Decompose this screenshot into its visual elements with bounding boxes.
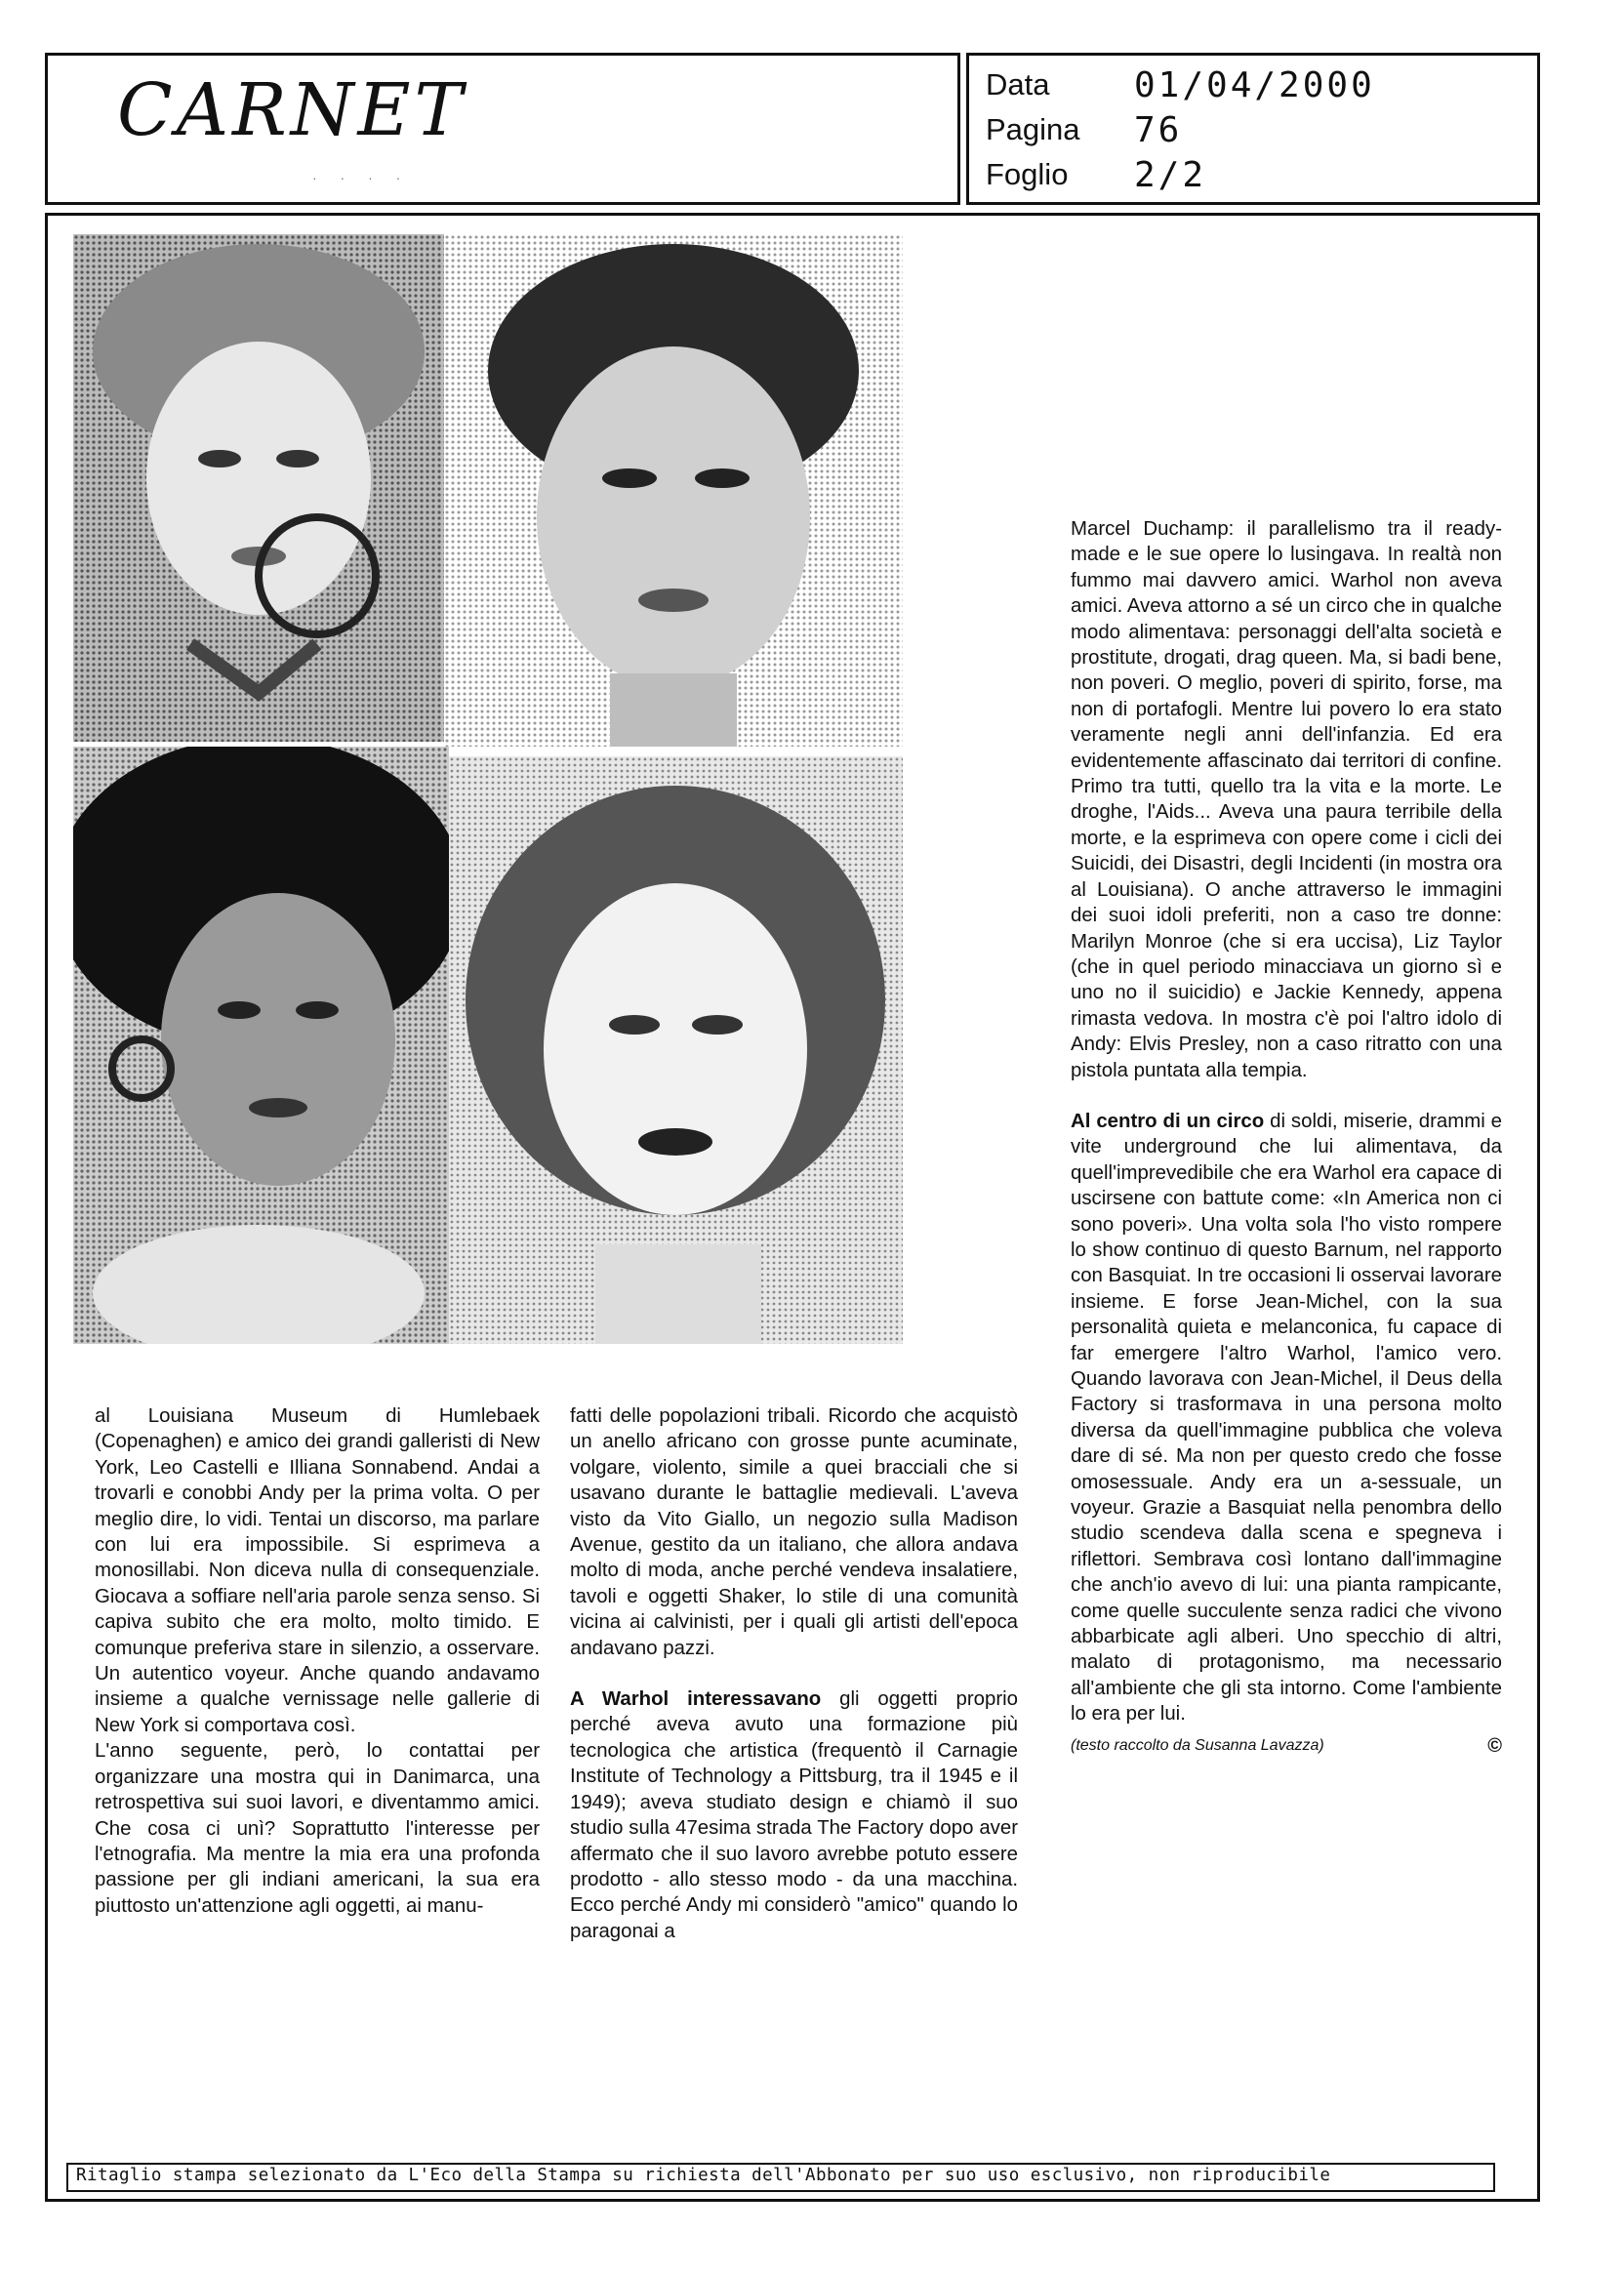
meta-label: Data: [986, 67, 1050, 102]
footer-notice: Ritaglio stampa selezionato da L'Eco della Stampa su richiesta dell'Abbonato per suo uso esclusivo, non riproducibile: [76, 2166, 1331, 2185]
meta-row-date: [986, 62, 1375, 107]
paragraph: L'anno seguente, però, lo contattai per organizzare una mostra qui in Danimarca, una retrospettiva sui suoi lavori, e diventammo amici. Che cosa ci unì? Soprattutto l'interesse per l'etnografia. Ma mentre la mia era una profonda passione per gli indiani americani, la sua era piuttosto un'attenzione agli oggetti, ai manu-: [95, 1740, 540, 1917]
meta-row-page: [986, 107, 1375, 152]
article-column-3: [1071, 516, 1502, 1759]
portrait-photo-2: [444, 234, 903, 747]
logo-dots: · · · ·: [312, 170, 411, 185]
meta-row-sheet: [986, 152, 1375, 197]
portrait-photo-3: [73, 747, 449, 1344]
meta-table: [986, 62, 1375, 197]
logo-text: CARNET: [117, 68, 467, 152]
meta-value: 2/2: [1134, 154, 1207, 195]
carnet-logo: [117, 68, 468, 185]
paragraph-body: di soldi, miserie, drammi e vite underground che lui alimentava, da quell'imprevedibile che era Warhol era capace di uscirsene con battute come: «In America non ci sono poveri». Una volta sola l'ho visto rompere lo show continuo di questo Barnum, nel rapporto con Basquiat. In tre occasioni li osservai lavorare insieme. E forse Jean-Michel, con la sua personalità quieta e melanconica, fu capace di far emergere l'altro Warhol, l'amico vero. Quando lavorava con Jean-Michel, il Deus della Factory si trasformava in una persona molto diversa da quell'immagine pubblica che voleva dare di sé. Ma non per questo credo che fosse omosessuale. Andy era un a-sessuale, un voyeur. Grazie a Basquiat nella penombra dello studio scendeva dalla scena e spegneva i riflettori. Sembrava così lontano dall'immagine che anch'io avevo di lui: una pianta rampicante, come quelle succulente senza radici che vivono abbarbicate agli alberi. Uno specchio di altri, malato di protagonismo, ma necessario all'ambiente che gli sta intorno. Come l'ambiente lo era per lui.: [1071, 1110, 1503, 1726]
meta-label: Pagina: [986, 112, 1080, 146]
lead-in: A Warhol interessavano: [570, 1688, 822, 1711]
portrait-photo-4: [449, 756, 903, 1344]
copyright-mark: ©: [1487, 1734, 1502, 1757]
paragraph: Marcel Duchamp: il parallelismo tra il ready-made e le sue opere lo lusingava. In realtà non fummo mai davvero amici. Warhol non aveva amici. Aveva attorno a sé un circo che in qualche modo alimentava: personaggi dell'alta società e prostitute, drogati, drag queen. Ma, si badi bene, non poveri. O meglio, poveri di spirito, forse, ma non di portafogli. Mentre lui povero lo era stato veramente negli anni dell'infanzia. Ed era evidentemente affascinato dai territori di confine. Primo tra tutti, quello tra la vita e la morte. Le droghe, l'Aids... Aveva una paura terribile della morte, e la esprimeva con opere come i cicli dei Suicidi, dei Disastri, degli Incidenti (in mostra ora al Louisiana). O anche attraverso le immagini dei suoi idoli preferiti, non a caso tre donne: Marilyn Monroe (che si era uccisa), Liz Taylor (che in quel periodo minacciava un giorno sì e uno no il suicidio) e Jackie Kennedy, appena rimasta vedova. In mostra c'è poi l'altro idolo di Andy: Elvis Presley, non a caso ritratto con una pistola puntata alla tempia.: [1071, 518, 1502, 1081]
portrait-photo-1: [73, 234, 444, 742]
credit-line: [1071, 1733, 1502, 1759]
meta-value: 76: [1134, 109, 1183, 150]
paragraph: [570, 1686, 1018, 1944]
clipping-footer: [66, 2163, 1495, 2192]
meta-value: 01/04/2000: [1134, 64, 1375, 105]
lead-in: Al centro di un circo: [1071, 1110, 1265, 1132]
meta-label: Foglio: [986, 157, 1069, 191]
article-column-1: [95, 1403, 540, 1919]
article-column-2: [570, 1403, 1018, 1944]
credit-text: (testo raccolto da Susanna Lavazza): [1071, 1736, 1324, 1754]
paragraph: fatti delle popolazioni tribali. Ricordo che acquistò un anello africano con grosse punte acuminate, volgare, violento, simile a quei bracciali che si usavano durante le battaglie medievali. L'aveva visto da Vito Giallo, un negozio sulla Madison Avenue, gestito da un italiano, che allora andava molto di moda, anche perché vendeva insalatiere, tavoli e oggetti Shaker, lo stile di una comunità vicina ai calvinisti, per i quali gli artisti dell'epoca andavano pazzi.: [570, 1405, 1018, 1659]
paragraph: al Louisiana Museum di Humlebaek (Copenaghen) e amico dei grandi galleristi di New York, Leo Castelli e Illiana Sonnabend. Andai a trovarli e conobbi Andy per la prima volta. O per meglio dire, lo vidi. Tentai un discorso, ma parlare con lui era impossibile. Si esprimeva a monosillabi. Non diceva nulla di consequenziale. Giocava a soffiare nell'aria parole senza senso. Si capiva subito che era molto, molto timido. E comunque preferiva stare in silenzio, a osservare. Un autentico voyeur. Anche quando andavamo insieme a qualche vernissage nelle gallerie di New York si comportava così.: [95, 1405, 540, 1736]
paragraph-body: gli oggetti proprio perché aveva avuto una formazione più tecnologica che artistica (frequentò il Carnagie Institute of Technology a Pittsburg, tra il 1945 e il 1949); aveva studiato design e chiamò il suo studio sulla 47esima strada The Factory dopo aver affermato che il suo lavoro avrebbe potuto essere prodotto - allo stesso modo - da una macchina. Ecco perché Andy mi considerò "amico" quando lo paragonai a: [570, 1688, 1018, 1942]
paragraph: [1071, 1109, 1502, 1727]
